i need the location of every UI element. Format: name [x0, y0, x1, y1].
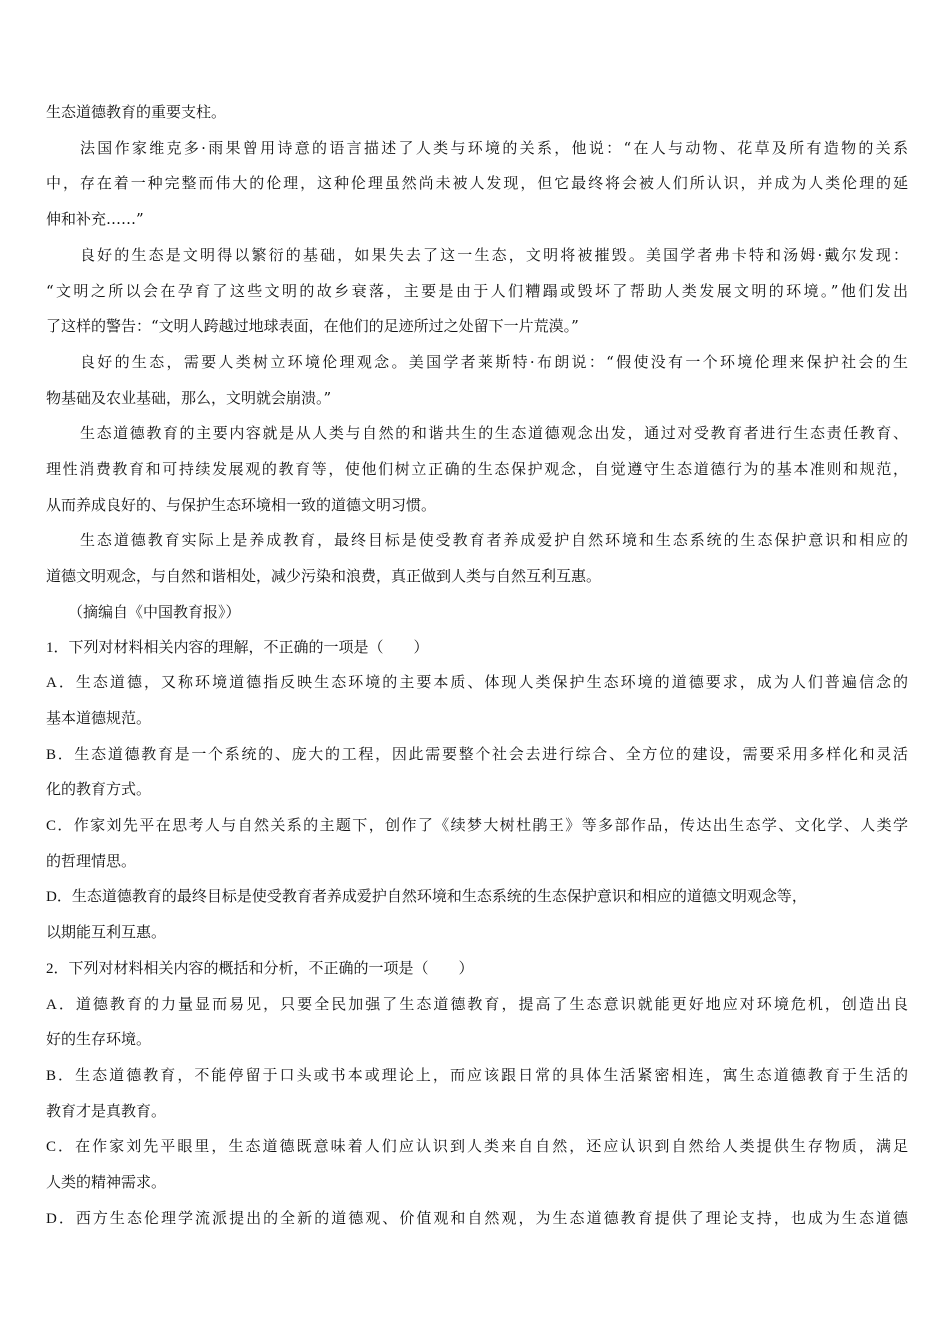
paragraph-0-line-1: 生态道德教育的重要支柱。: [46, 103, 227, 121]
question-2-option-c-line-2: 人类的精神需求。: [46, 1175, 167, 1192]
paragraph-5-line-1: 生态道德教育实际上是养成教育，最终目标是使受教育者养成爱护自然环境和生态系统的生态保护意识和相应的: [80, 531, 908, 550]
question-2-option-a-line-2: 好的生存环境。: [46, 1032, 152, 1049]
question-1-option-b-line-1: B．生态道德教育是一个系统的、庞大的工程，因此需要整个社会去进行综合、全方位的建设，需要采用多样化和灵活: [46, 746, 908, 763]
question-2-option-b-line-1: B．生态道德教育，不能停留于口头或书本或理论上，而应该跟日常的具体生活紧密相连，寓生态道德教育于生活的: [46, 1067, 908, 1084]
paragraph-4-line-1: 生态道德教育的主要内容就是从人类与自然的和谐共生的生态道德观念出发，通过对受教育者进行生态责任教育、: [80, 424, 908, 443]
paragraph-4-line-3: 从而养成良好的、与保护生态环境相一致的道德文明习惯。: [46, 495, 437, 514]
paragraph-4-line-2: 理性消费教育和可持续发展观的教育等，使他们树立正确的生态保护观念，自觉遵守生态道德行为的基本准则和规范，: [46, 460, 908, 479]
question-1-option-a-line-1: A．生态道德，又称环境道德指反映生态环境的主要本质、体现人类保护生态环境的道德要求，成为人们普遍信念的: [46, 675, 908, 692]
paragraph-2-line-2: “文明之所以会在孕育了这些文明的故乡衰落，主要是由于人们糟蹋或毁坏了帮助人类发展文明的环境。”他们发出: [46, 281, 908, 300]
question-2-option-b-line-2: 教育才是真教育。: [46, 1103, 167, 1120]
paragraph-1-line-2: 中，存在着一种完整而伟大的伦理，这种伦理虽然尚未被人发现，但它最终将会被人们所认识，并成为人类伦理的延: [46, 174, 908, 193]
paragraph-3-line-2: 物基础及农业基础，那么，文明就会崩溃。”: [46, 388, 332, 407]
question-1-option-b-line-2: 化的教育方式。: [46, 782, 152, 799]
paragraph-2-line-1: 良好的生态是文明得以繁衍的基础，如果失去了这一生态，文明将被摧毁。美国学者弗卡特和汤姆·戴尔发现：: [80, 245, 908, 264]
source-citation: （摘编自《中国教育报》）: [68, 602, 241, 621]
question-2-stem: 2．下列对材料相关内容的概括和分析，不正确的一项是（ ）: [46, 960, 474, 977]
question-1-option-d-line-2: 以期能互利互惠。: [46, 925, 167, 942]
question-1-option-a-line-2: 基本道德规范。: [46, 710, 152, 727]
paragraph-2-line-3: 了这样的警告：“文明人跨越过地球表面，在他们的足迹所过之处留下一片荒漠。”: [46, 317, 579, 336]
paragraph-3-line-1: 良好的生态，需要人类树立环境伦理观念。美国学者莱斯特·布朗说：“假使没有一个环境伦理来保护社会的生: [80, 352, 908, 371]
question-2-option-c-line-1: C．在作家刘先平眼里，生态道德既意味着人们应认识到人类来自自然，还应认识到自然给人类提供生存物质，满足: [46, 1139, 908, 1156]
question-1-option-c-line-2: 的哲理情思。: [46, 853, 137, 870]
paragraph-1-line-1: 法国作家维克多·雨果曾用诗意的语言描述了人类与环境的关系，他说：“在人与动物、花草及所有造物的关系: [80, 138, 908, 157]
document-page: [46, 95, 908, 1238]
question-1-option-d-line-1: D．生态道德教育的最终目标是使受教育者养成爱护自然环境和生态系统的生态保护意识和相应的道德文明观念等，: [46, 889, 807, 906]
paragraph-5-line-2: 道德文明观念，与自然和谐相处，减少污染和浪费，真正做到人类与自然互利互惠。: [46, 567, 602, 586]
question-1-option-c-line-1: C．作家刘先平在思考人与自然关系的主题下，创作了《续梦大树杜鹃王》等多部作品，传达出生态学、文化学、人类学: [46, 818, 908, 835]
question-1-stem: 1．下列对材料相关内容的理解，不正确的一项是（ ）: [46, 639, 429, 656]
question-2-option-a-line-1: A．道德教育的力量显而易见，只要全民加强了生态道德教育，提高了生态意识就能更好地应对环境危机，创造出良: [46, 996, 908, 1013]
question-2-option-d-line-1: D．西方生态伦理学流派提出的全新的道德观、价值观和自然观，为生态道德教育提供了理论支持，也成为生态道德: [46, 1210, 908, 1227]
paragraph-1-line-3: 伸和补充……”: [46, 210, 144, 229]
